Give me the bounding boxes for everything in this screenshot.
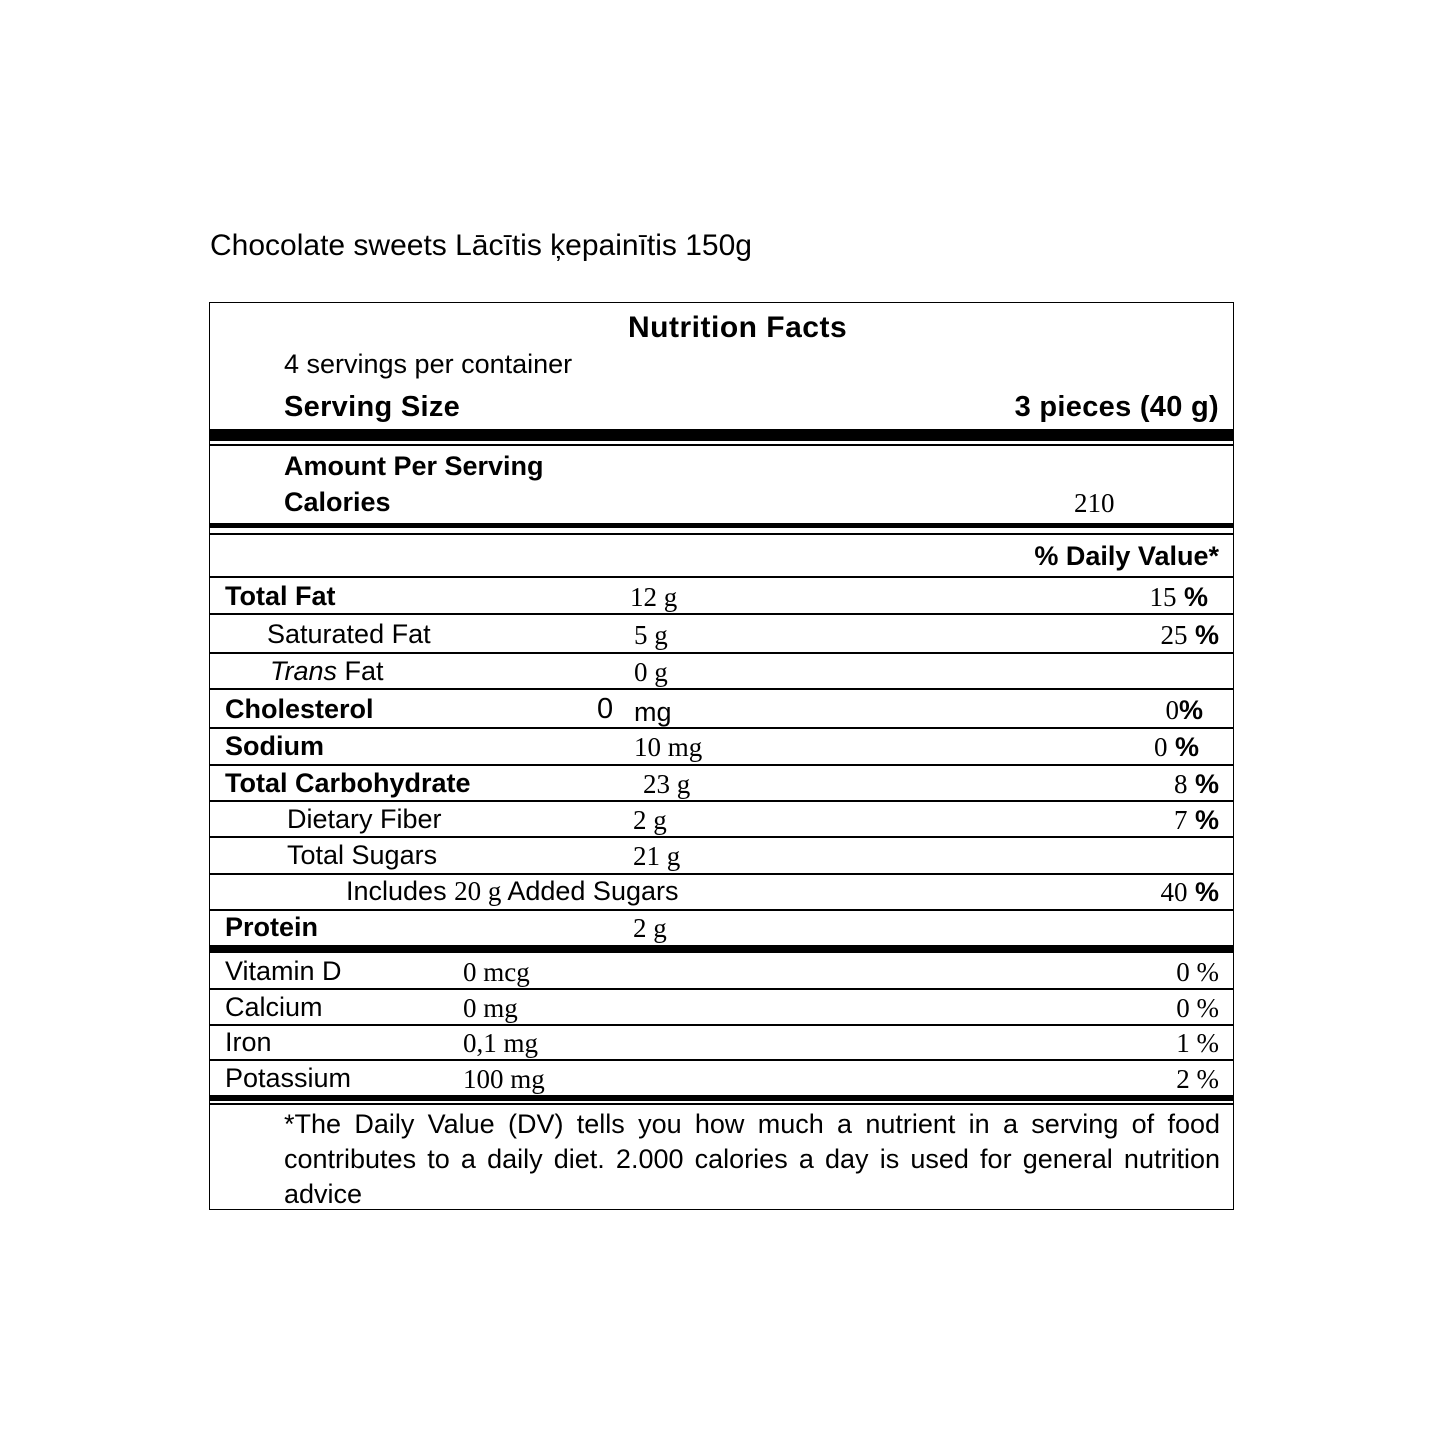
divider bbox=[210, 727, 1233, 729]
nutrient-dv-dietary-fiber: 7 % bbox=[1173, 805, 1219, 835]
calories-label: Calories bbox=[284, 487, 391, 517]
nutrient-dv-total-carbohydrate: 8 % bbox=[1173, 769, 1219, 799]
vitamin-label-calcium: Calcium bbox=[225, 992, 323, 1022]
nutrient-amount-sodium: 10 mg bbox=[634, 732, 703, 762]
divider bbox=[210, 909, 1233, 911]
nutrient-label-total-fat: Total Fat bbox=[225, 581, 336, 611]
vitamin-amount-potassium: 100 mg bbox=[463, 1064, 545, 1094]
nutrient-dv-cholesterol: 0% bbox=[1165, 695, 1203, 725]
nutrient-amount-total-fat: 12 g bbox=[630, 582, 678, 612]
nutrient-dv-added-sugars: 40 % bbox=[1160, 877, 1219, 907]
daily-value-header: % Daily Value* bbox=[1034, 541, 1219, 571]
nutrient-amount-saturated-fat: 5 g bbox=[634, 620, 668, 650]
divider bbox=[210, 613, 1233, 615]
nutrient-dv-saturated-fat: 25 % bbox=[1160, 620, 1219, 650]
nutrient-dv-total-fat: 15 % bbox=[1149, 582, 1208, 612]
vitamin-label-iron: Iron bbox=[225, 1027, 272, 1057]
nutrient-dv-sodium: 0 % bbox=[1153, 732, 1199, 762]
nutrient-amount-protein: 2 g bbox=[633, 913, 667, 943]
nutrient-amount-total-carbohydrate: 23 g bbox=[643, 769, 691, 799]
nutrient-label-trans-fat: Trans Fat bbox=[270, 656, 384, 686]
nutrient-label-added-sugars: Includes 20 g Added Sugars bbox=[346, 876, 679, 906]
vitamin-amount-vitamin-d: 0 mcg bbox=[463, 957, 530, 987]
nutrient-amount-unit-cholesterol: mg bbox=[634, 697, 672, 727]
nutrient-amount-trans-fat: 0 g bbox=[634, 657, 668, 687]
divider bbox=[210, 533, 1233, 535]
vitamin-label-potassium: Potassium bbox=[225, 1063, 352, 1093]
nutrient-label-saturated-fat: Saturated Fat bbox=[267, 619, 431, 649]
nutrient-amount-num-cholesterol: 0 bbox=[597, 693, 614, 725]
footnote: *The Daily Value (DV) tells you how much a nutrient in a serving of food contributes to a daily diet. 2.000 calories a day is used for general nutrition advice bbox=[284, 1109, 1220, 1209]
serving-size-value: 3 pieces (40 g) bbox=[1014, 391, 1219, 423]
divider-thick bbox=[210, 945, 1233, 953]
divider bbox=[210, 1059, 1233, 1061]
vitamin-dv-potassium: 2 % bbox=[1176, 1064, 1219, 1094]
calories-value: 210 bbox=[1074, 488, 1115, 518]
divider-thick bbox=[210, 429, 1233, 441]
serving-size-label: Serving Size bbox=[284, 391, 461, 423]
nutrition-facts-panel bbox=[209, 302, 1234, 1210]
nutrient-amount-dietary-fiber: 2 g bbox=[633, 805, 667, 835]
divider bbox=[210, 1103, 1233, 1105]
divider bbox=[210, 576, 1233, 578]
divider bbox=[210, 688, 1233, 690]
vitamin-dv-iron: 1 % bbox=[1176, 1028, 1219, 1058]
vitamin-dv-vitamin-d: 0 % bbox=[1176, 957, 1219, 987]
nutrient-label-dietary-fiber: Dietary Fiber bbox=[287, 804, 442, 834]
divider bbox=[210, 444, 1233, 446]
divider bbox=[210, 988, 1233, 990]
divider-medium bbox=[210, 523, 1233, 528]
product-title: Chocolate sweets Lācītis ķepainītis 150g bbox=[210, 229, 752, 262]
nutrition-facts-title: Nutrition Facts bbox=[628, 311, 848, 344]
nutrient-label-sodium: Sodium bbox=[225, 731, 324, 761]
nutrient-label-protein: Protein bbox=[225, 912, 319, 942]
nutrient-label-total-sugars: Total Sugars bbox=[287, 840, 438, 870]
vitamin-dv-calcium: 0 % bbox=[1176, 993, 1219, 1023]
divider bbox=[210, 1024, 1233, 1026]
divider-medium bbox=[210, 1095, 1233, 1101]
servings-per-container: 4 servings per container bbox=[284, 349, 573, 379]
amount-per-serving-label: Amount Per Serving bbox=[284, 451, 544, 481]
nutrient-amount-total-sugars: 21 g bbox=[633, 841, 681, 871]
nutrient-label-total-carbohydrate: Total Carbohydrate bbox=[225, 768, 471, 798]
nutrient-label-cholesterol: Cholesterol bbox=[225, 694, 374, 724]
vitamin-amount-iron: 0,1 mg bbox=[463, 1028, 539, 1058]
vitamin-label-vitamin-d: Vitamin D bbox=[225, 956, 342, 986]
vitamin-amount-calcium: 0 mg bbox=[463, 993, 518, 1023]
